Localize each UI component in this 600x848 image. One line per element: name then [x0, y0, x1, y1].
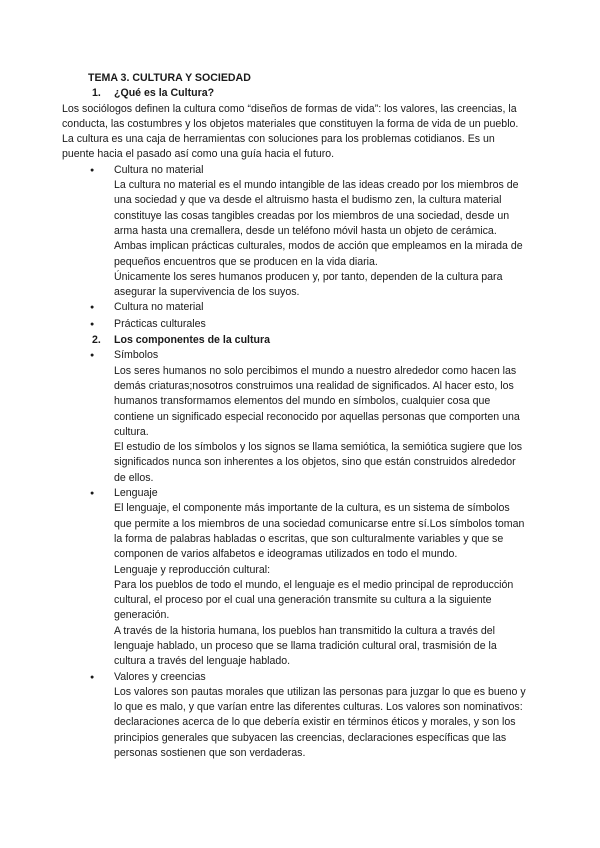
section-1-number: 1. [92, 87, 101, 100]
bullet-icon [88, 163, 114, 301]
bullet-paragraph: Lenguaje y reproducción cultural: [114, 563, 271, 576]
document-content [62, 71, 528, 761]
bullet-icon [88, 670, 114, 762]
bullet-label: Cultura no material [114, 301, 204, 314]
bullet-paragraph: Los seres humanos no solo percibimos el mundo a nuestro alrededor como hacen las demás criaturas;nosotros construimos una realidad de significados. Al hacer esto, los humanos transformamos elementos del mundo en símbolos, cualquier cosa que contiene un significado especial reconocido por aquellas personas que comporten una cultura. [114, 364, 520, 438]
bullet-icon [88, 300, 114, 316]
bullet-icon [88, 486, 114, 670]
list-item [88, 163, 528, 301]
bullet-paragraph: El estudio de los símbolos y los signos se llama semiótica, la semiótica sugiere que los significados nunca son inherentes a los objetos, sino que están construidos alrededor de ellos. [114, 441, 523, 484]
list-item [88, 317, 528, 333]
bullet-label: Lenguaje [114, 487, 158, 500]
section-1-title: ¿Qué es la Cultura? [114, 87, 215, 100]
list-item [88, 300, 528, 316]
section-1-intro: Los sociólogos definen la cultura como “diseños de formas de vida”: los valores, las creencias, la conducta, las costumbres y los objetos materiales que constituyen la forma de vida de un pueblo. La cultura es una caja de herramientas con soluciones para los problemas cotidianos. Es un puente hacia el pasado así como una guía hacia el futuro. [62, 102, 519, 161]
bullet-label: Valores y creencias [114, 670, 206, 683]
section-1-heading [88, 86, 528, 101]
bullet-paragraph: Únicamente los seres humanos producen y, por tanto, dependen de la cultura para asegurar la supervivencia de los suyos. [114, 270, 503, 299]
bullet-paragraph: A través de la historia humana, los pueblos han transmitido la cultura a través del lenguaje hablado, un proceso que se llama tradición cultural oral, trasmisión de la cultura a través del lenguaje hablado. [114, 624, 497, 668]
bullet-paragraph: Para los pueblos de todo el mundo, el lenguaje es el medio principal de reproducción cultural, el proceso por el cual una generación transmite su cultura a la siguiente generación. [114, 578, 514, 622]
section-2-heading [88, 333, 528, 348]
section-2-bullet-list [88, 348, 528, 761]
bullet-label: Cultura no material [114, 163, 204, 176]
document-title: TEMA 3. CULTURA Y SOCIEDAD [88, 72, 251, 84]
bullet-paragraph: La cultura no material es el mundo intangible de las ideas creado por los miembros de una sociedad y que va desde el altruismo hasta el budismo zen, la cultura material constituye las cosas tangibles creadas por los miembros de una sociedad, desde un arma hasta una cremallera, desde un teléfono móvil hasta un objeto de cerámica. [114, 179, 519, 237]
bullet-label: Prácticas culturales [114, 317, 206, 330]
section-1-bullet-list [88, 163, 528, 333]
list-item [88, 348, 528, 486]
list-item [88, 670, 528, 762]
section-2-title: Los componentes de la cultura [114, 334, 270, 347]
list-item [88, 486, 528, 670]
bullet-paragraph: Los valores son pautas morales que utilizan las personas para juzgar lo que es bueno y lo que es malo, y que varían entre las diferentes culturas. Los valores son nominativos: declaraciones acerca de lo que debería existir en términos éticos y morales, y son los principios generales que subyacen las creencias, declaraciones específicas que las personas sostienen que son verdaderas. [114, 685, 526, 760]
bullet-icon [88, 348, 114, 486]
bullet-label: Símbolos [114, 349, 159, 362]
bullet-paragraph: Ambas implican prácticas culturales, modos de acción que empleamos en la mirada de pequeños encuentros que se producen en la vida diaria. [114, 240, 523, 268]
bullet-icon [88, 317, 114, 333]
section-2-number: 2. [92, 334, 101, 347]
bullet-paragraph: El lenguaje, el componente más importante de la cultura, es un sistema de símbolos que permite a los miembros de una sociedad comunicarse entre sí.Los símbolos toman la forma de palabras habladas o escritas, que son culturalmente variables y que se componen de varios alfabetos e ideogramas utilizados en todo el mundo. [114, 502, 525, 561]
